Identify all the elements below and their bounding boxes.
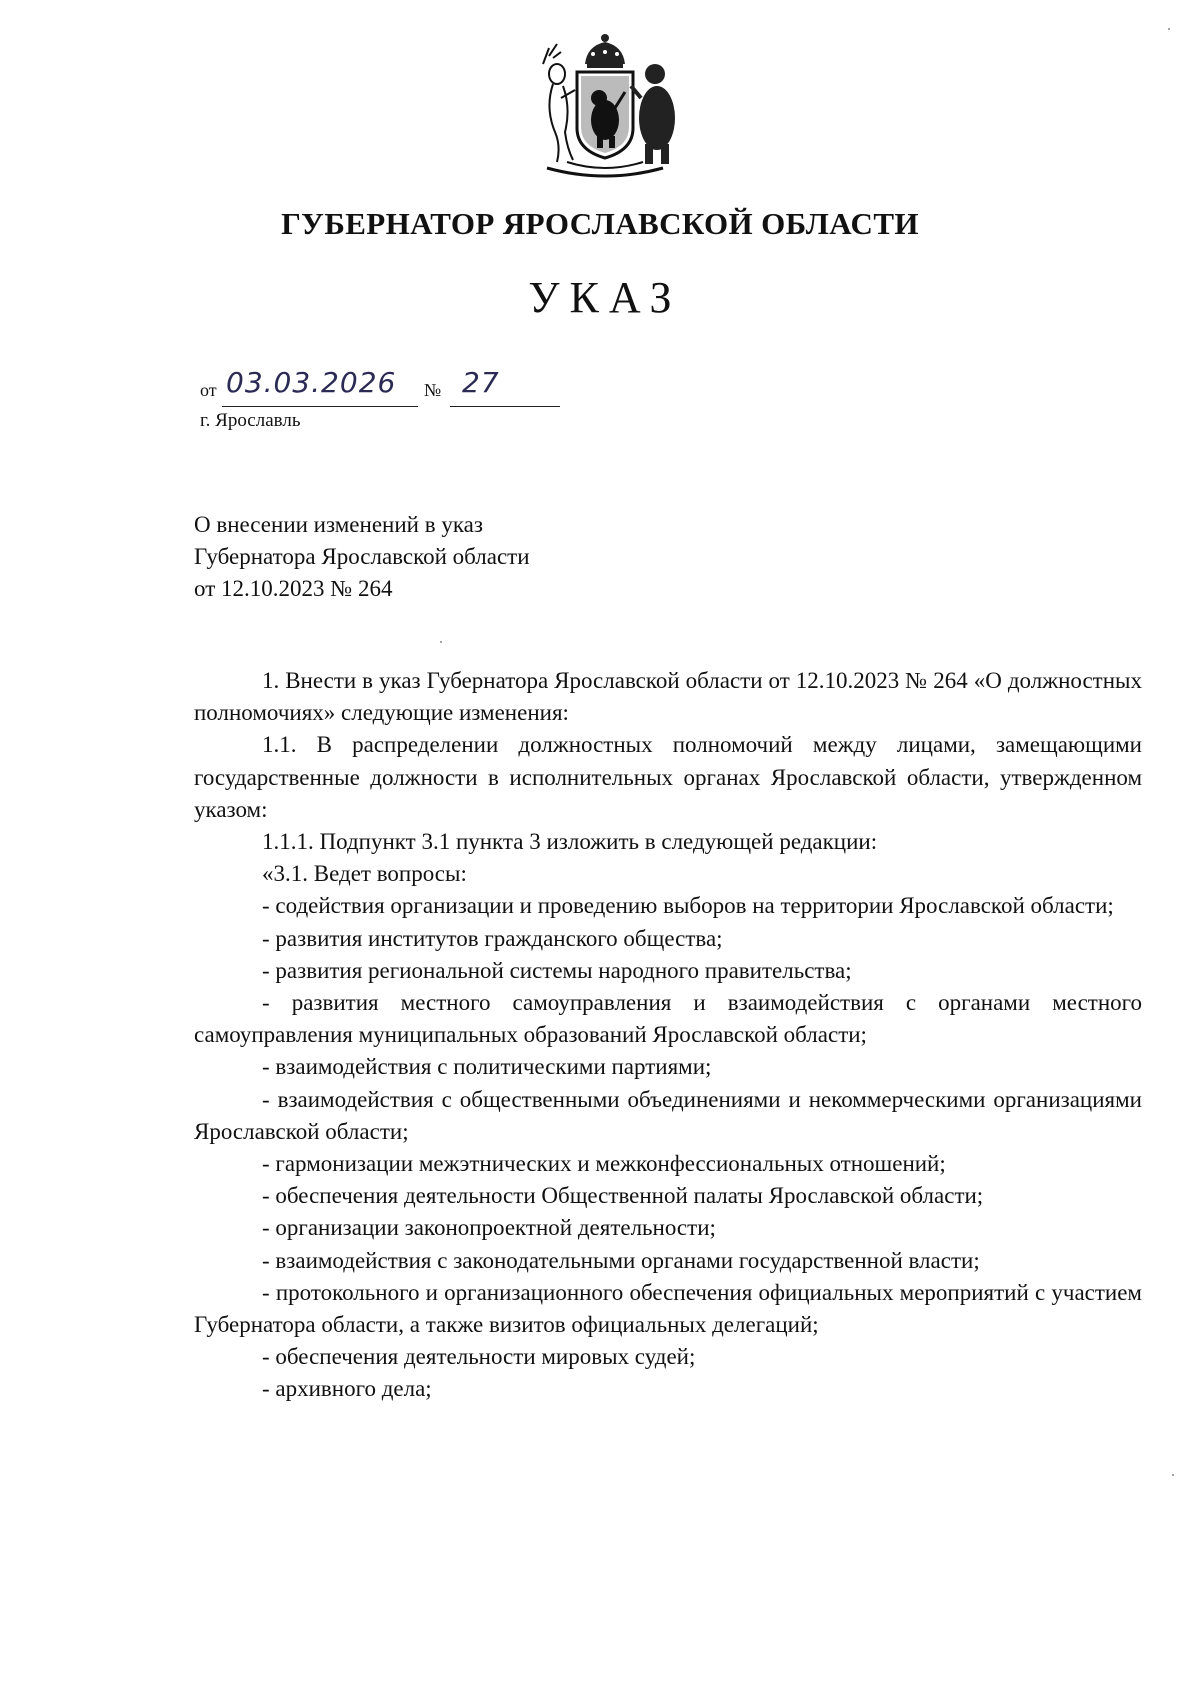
registration-line [200, 366, 560, 406]
city-label: г. Ярославль [200, 410, 301, 431]
subject-line: О внесении изменений в указ [194, 512, 483, 537]
body-paragraph: 1.1. В распределении должностных полномочий между лицами, замещающими государственные должности в исполнительных органах Ярославской области, утвержденном указом: [194, 732, 1142, 822]
body-paragraph: «3.1. Ведет вопросы: [262, 861, 467, 887]
number-value: 27 [462, 366, 500, 399]
list-item: - развития институтов гражданского общества; [262, 925, 723, 951]
document-body [194, 665, 1142, 1406]
subject-line: Губернатора Ярославской области [194, 544, 530, 569]
list-item: - взаимодействия с общественными объединениями и некоммерческими организациями Ярославской области; [194, 1086, 1142, 1144]
list-item: - развития региональной системы народного правительства; [262, 957, 852, 983]
list-item: - протокольного и организационного обеспечения официальных мероприятий с участием Губернатора области, а также визитов официальных делегаций; [194, 1279, 1142, 1338]
subject-line: от 12.10.2023 № 264 [194, 576, 393, 601]
date-prefix: от [200, 380, 217, 400]
date-value: 03.03.2026 [226, 366, 397, 399]
list-item: - обеспечения деятельности Общественной палаты Ярославской области; [262, 1183, 984, 1209]
number-prefix: № [424, 380, 442, 400]
coat-of-arms-icon [527, 28, 683, 180]
issuer-title: ГУБЕРНАТОР ЯРОСЛАВСКОЙ ОБЛАСТИ [281, 206, 919, 241]
list-item: - архивного дела; [262, 1376, 432, 1402]
number-underline [450, 406, 560, 407]
document-type: УКАЗ [528, 273, 682, 322]
list-item: - обеспечения деятельности мировых судей; [262, 1344, 696, 1370]
list-item: - организации законопроектной деятельности; [262, 1215, 716, 1241]
list-item: - содействия организации и проведению выборов на территории Ярославской области; [262, 893, 1114, 919]
list-item: - развития местного самоуправления и взаимодействия с органами местного самоуправления муниципальных образований Ярославской области; [194, 990, 1142, 1048]
list-item: - взаимодействия с законодательными органами государственной власти; [262, 1247, 980, 1273]
list-item: - взаимодействия с политическими партиями; [262, 1054, 712, 1080]
list-item: - гармонизации межэтнических и межконфессиональных отношений; [262, 1151, 946, 1177]
document-subject [194, 509, 530, 605]
body-paragraph: 1. Внести в указ Губернатора Ярославской области от 12.10.2023 № 264 «О должностных полномочиях» следующие изменения: [194, 668, 1142, 726]
scan-speck [1168, 28, 1170, 30]
scan-speck [440, 641, 442, 643]
scan-speck [1172, 1474, 1174, 1476]
date-underline [222, 406, 418, 407]
body-paragraph: 1.1.1. Подпункт 3.1 пункта 3 изложить в следующей редакции: [262, 829, 878, 855]
